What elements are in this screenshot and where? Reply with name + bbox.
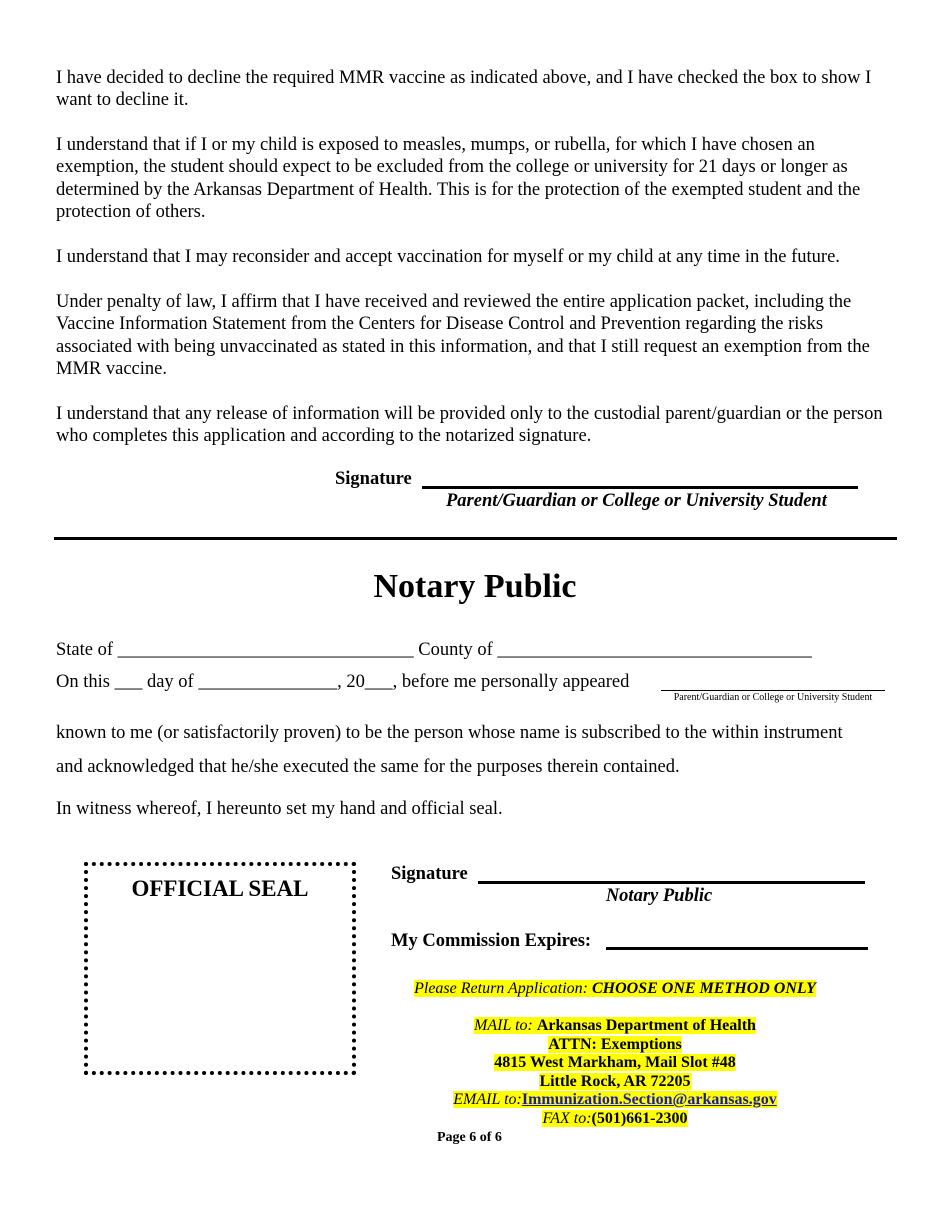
return-prompt-text: Please Return Application: [414,980,588,997]
day-of-label: day of [146,672,194,692]
mail-org: Arkansas Department of Health [536,1017,756,1034]
fax-number: (501)661-2300 [591,1109,688,1127]
notary-signature-label: Signature [391,864,468,884]
mail-address-block [380,1017,850,1129]
return-prompt [380,980,850,999]
signature-caption: Parent/Guardian or College or University Student [446,491,827,511]
declaration-paragraph: I understand that I may reconsider and accept vaccination for myself or my child at any time in the future. [56,247,840,267]
known-line: known to me (or satisfactorily proven) to be the person whose name is subscribed to the within instrument [56,723,843,743]
commission-label: My Commission Expires: [391,931,592,951]
on-this-label: On this [56,672,110,692]
date-row [56,672,629,693]
signature-line[interactable] [422,486,858,489]
appeared-name-line[interactable] [661,690,885,691]
section-divider [54,537,897,540]
year-prefix: , 20 [337,672,365,692]
year-field[interactable]: ___ [364,672,393,692]
witness-line: In witness whereof, I hereunto set my hand and official seal. [56,799,503,819]
declaration-paragraph: Under penalty of law, I affirm that I have received and reviewed the entire application packet, including the Vaccine Information Statement from the Centers for Disease Control and Prevention regarding the risks associated with being unvaccinated as stated in this information, and that I still request an exemption from the MMR vaccine. [56,292,870,380]
official-seal-box [84,862,356,1075]
return-method: CHOOSE ONE METHOD ONLY [592,980,816,997]
known-line: and acknowledged that he/she executed the same for the purposes therein contained. [56,757,680,777]
mail-city: Little Rock, AR 72205 [539,1072,691,1090]
email-label: EMAIL to: [453,1091,522,1109]
month-field[interactable]: _______________ [198,672,338,692]
declaration-paragraph: I have decided to decline the required MMR vaccine as indicated above, and I have checked the box to show I want to decline it. [56,68,872,111]
county-field[interactable]: __________________________________ [497,640,812,660]
state-field[interactable]: ________________________________ [117,640,414,660]
email-link[interactable]: Immunization.Section@arkansas.gov [521,1091,777,1109]
notary-signature-line[interactable] [478,881,865,884]
notary-signature-caption: Notary Public [605,886,713,906]
day-field[interactable]: ___ [114,672,143,692]
mail-street: 4815 West Markham, Mail Slot #48 [494,1054,736,1072]
county-label: County of [418,640,493,660]
fax-label: FAX to: [542,1109,592,1127]
state-county-row [56,640,812,661]
declaration-paragraph: I understand that any release of information will be provided only to the custodial parent/guardian or the person who completes this application and according to the notarized signature. [56,404,883,447]
page-number: Page 6 of 6 [437,1130,502,1145]
declaration-paragraph: I understand that if I or my child is exposed to measles, mumps, or rubella, for which I have chosen an exemption, the student should expect to be excluded from the college or university for 21 days or longer as determined by the Arkansas Department of Health. This is for the protection of the exempted student and the protection of others. [56,135,861,223]
signature-label: Signature [335,469,412,489]
appeared-label: , before me personally appeared [392,672,630,692]
mail-attn: ATTN: Exemptions [548,1035,682,1053]
official-seal-label: OFFICIAL SEAL [131,876,309,901]
notary-title: Notary Public [373,568,577,605]
appeared-caption: Parent/Guardian or College or University Student [673,692,873,703]
state-label: State of [56,640,114,660]
mail-label: MAIL to: [474,1017,533,1034]
commission-line[interactable] [606,947,868,950]
